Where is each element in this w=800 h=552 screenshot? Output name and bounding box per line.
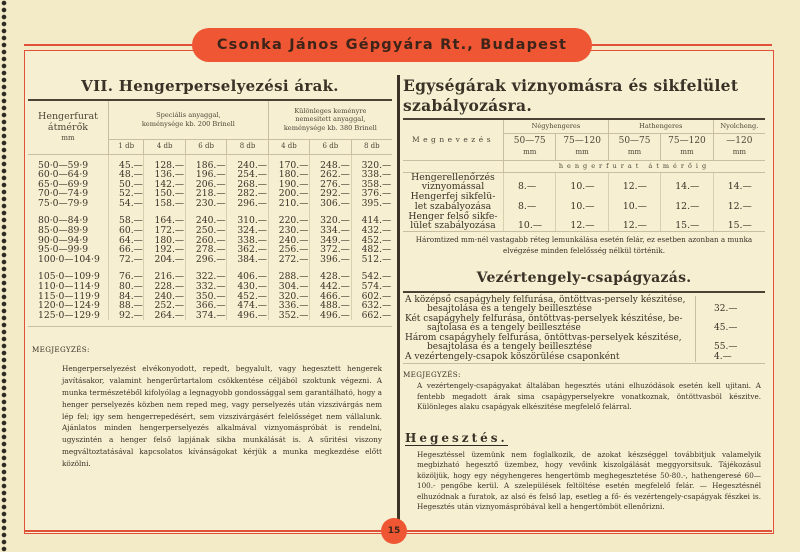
- bore-range-cell: 120·0—124·9: [38, 300, 100, 312]
- size-unit: mm: [575, 147, 589, 156]
- company-banner: Csonka János Gépgyára Rt., Budapest: [192, 28, 592, 62]
- service-name-cell: [403, 212, 504, 232]
- size-range: 50—75: [618, 136, 651, 146]
- notes-label: MEGJEGYZÉS:: [403, 370, 461, 380]
- list-bottom-rule: [403, 363, 765, 364]
- price-cell: 60.—: [109, 226, 144, 236]
- price-cell: 220.—: [268, 216, 309, 226]
- price-cell: 276.—: [310, 180, 351, 190]
- price-cell: 210.—: [268, 199, 309, 209]
- price-cell: 80.—: [109, 282, 144, 292]
- price-cell: 230.—: [268, 226, 309, 236]
- price-cell: 84.—: [109, 292, 144, 302]
- price-cell: 262.—: [310, 170, 351, 180]
- price-cell: 310.—: [227, 216, 268, 226]
- price-cell: 128.—: [144, 154, 185, 170]
- hardened-material-header: [268, 101, 392, 140]
- sleeving-price-table: [28, 101, 392, 321]
- price-cell: 362.—: [227, 245, 268, 255]
- column-divider: [397, 75, 400, 530]
- price-cell: 52.—: [109, 189, 144, 199]
- price-cell: 10.—: [556, 192, 608, 212]
- price-cell: 15.—: [713, 212, 765, 232]
- bore-range-cell: 110·0—114·9: [38, 281, 100, 293]
- bore-size-header: [661, 133, 713, 160]
- price-cell: 384.—: [227, 255, 268, 265]
- price-cell: 250.—: [185, 226, 226, 236]
- quantity-header: 4 db: [268, 139, 309, 154]
- price-cell: 338.—: [351, 170, 392, 180]
- service-name-cell: [403, 192, 504, 212]
- price-cell: 72.—: [109, 255, 144, 265]
- price-cell: 12.—: [608, 212, 660, 232]
- bore-size-header: [556, 133, 608, 160]
- table-row: [28, 311, 392, 321]
- price-cell: 366.—: [185, 301, 226, 311]
- price-cell: 240.—: [227, 154, 268, 170]
- item-price: 32.—: [695, 296, 765, 315]
- price-cell: 428.—: [310, 272, 351, 282]
- unit-row: hengerfurat átmérőig: [504, 160, 766, 172]
- price-cell: 602.—: [351, 292, 392, 302]
- item-price: 45.—: [695, 315, 765, 334]
- price-cell: 180.—: [144, 236, 185, 246]
- price-cell: 206.—: [185, 180, 226, 190]
- camshaft-notes-text: A vezértengely-csapágyakat általában hegesztés utáni elhuzódások esetén kell ujitani. A fentebb megadott árak sima csapágyperselyekre vonatkoznak, öntöttvasból készitve. Különleges alaku csapágyak elkészitése megfelelő felárral.: [417, 381, 761, 412]
- table-row: [28, 255, 392, 265]
- price-cell: 488.—: [310, 301, 351, 311]
- name-line: viznyomással: [421, 181, 485, 193]
- description-line: besajtolása és a tengely beillesztése: [427, 342, 592, 353]
- table-row: [403, 212, 765, 232]
- price-cell: 164.—: [144, 216, 185, 226]
- price-cell: 334.—: [310, 226, 351, 236]
- price-cell: 240.—: [268, 236, 309, 246]
- spiral-binding: [0, 0, 10, 552]
- price-cell: 8.—: [504, 192, 556, 212]
- price-cell: 320.—: [351, 154, 392, 170]
- price-cell: 352.—: [268, 311, 309, 321]
- item-price: 4.—: [695, 353, 765, 363]
- page-number: 15: [381, 518, 407, 544]
- welding-text: Hegesztéssel üzemünk nem foglalkozik, de azokat készséggel továbbitjuk valamelyik megbizható hegesztő üzembez, hogy vevőink kiszolgálását meggyorsitsuk. Tájékozásul közöljük, hogy egy négyhengeres hengertömb meghegesztetése 50-80.-, hathengeresé 60—100.- pengőbe kerül. A szelepülések feltöltése esetén megfelelő felár. — Hegesztésnél elhuzódnak a furatok, az alsó és felső lap, esetleg a fő- és vezértengely-csapágyak fészkei is. Hegesztés után viznyomáspróbával kell a hengertömböt ellenőrizni.: [417, 449, 761, 512]
- price-cell: 180.—: [268, 170, 309, 180]
- price-cell: 512.—: [351, 255, 392, 265]
- price-cell: 320.—: [268, 292, 309, 302]
- item-description: [403, 353, 695, 363]
- price-cell: 58.—: [109, 216, 144, 226]
- price-cell: 192.—: [144, 245, 185, 255]
- price-cell: 496.—: [310, 311, 351, 321]
- price-cell: 10.—: [556, 172, 608, 192]
- price-cell: 252.—: [144, 301, 185, 311]
- price-cell: 12.—: [556, 212, 608, 232]
- description-line: Két csapágyhely felfurása, öntöttvas-perselyek készitése, be-: [405, 313, 683, 324]
- right-panel: [403, 76, 765, 513]
- quantity-header: 1 db: [109, 139, 144, 154]
- list-item: [403, 353, 765, 363]
- quantity-header: 8 db: [351, 139, 392, 154]
- price-cell: 12.—: [608, 172, 660, 192]
- header-line: keménysége kb. 380 Brinell: [283, 123, 377, 132]
- section-title-camshaft: Vezértengely-csapágyazás.: [476, 270, 692, 287]
- price-cell: 190.—: [268, 180, 309, 190]
- price-cell: 632.—: [351, 301, 392, 311]
- list-item: [403, 296, 765, 315]
- price-cell: 15.—: [661, 212, 713, 232]
- price-cell: 240.—: [144, 292, 185, 302]
- price-cell: 432.—: [351, 226, 392, 236]
- table-row: [403, 192, 765, 212]
- price-cell: 338.—: [227, 236, 268, 246]
- price-cell: 296.—: [227, 199, 268, 209]
- list-item: [403, 334, 765, 353]
- item-description: [403, 334, 695, 353]
- price-cell: 442.—: [310, 282, 351, 292]
- price-cell: 172.—: [144, 226, 185, 236]
- notes-text: Hengerperselyezést elvékonyodott, repedt, begyalult, vagy hegesztett hengerek javításakor, valamint hengerűrtartalom csökkentése céljából szoktunk végezni. A munka természetéből kifolyólag a legnagyobb gondossággal sem garantálható, hogy a henger perselyezés közben nem reped meg, vagy perselyezés után vizszivárgás nem lép fel; igy sem hengerrepedésért, sem vizszivárgásért felelősséget nem vállalunk. Ajánlatos minden hengerperselyezés alkalmával viznyomáspróbát is rendelni, ugyszintén a henger felső lapjának sikba munkálását is. A sűritési viszony megváltoztatásával kapcsolatos kívánságokat kérjük a munka megkezdése előtt közölni.: [62, 364, 382, 468]
- price-cell: 349.—: [310, 236, 351, 246]
- price-cell: 272.—: [268, 255, 309, 265]
- size-range: 75—120: [563, 136, 601, 146]
- bore-range-cell: 85·0—89·9: [38, 225, 89, 237]
- quantity-header: 6 db: [310, 139, 351, 154]
- price-cell: 88.—: [109, 301, 144, 311]
- header-line: átmérők: [47, 121, 89, 133]
- footer-rule-right: [406, 530, 772, 532]
- section-title-unit-prices: Egységárak viznyomásra és sikfelület szabályozásra.: [403, 76, 739, 115]
- price-cell: 8.—: [504, 172, 556, 192]
- table-row: [28, 154, 392, 170]
- bore-range-cell: 50·0—59·9: [38, 159, 89, 171]
- price-cell: 230.—: [185, 199, 226, 209]
- group-header: Nyolcheng.: [713, 120, 765, 134]
- size-unit: mm: [627, 147, 642, 156]
- price-cell: 395.—: [351, 199, 392, 209]
- bore-range-cell: 65·0—69·9: [38, 178, 89, 190]
- price-cell: 288.—: [268, 272, 309, 282]
- bore-range-cell: 60·0—64·9: [38, 169, 89, 181]
- banner-rule-right: [590, 44, 772, 46]
- price-cell: 336.—: [268, 301, 309, 311]
- size-unit: mm: [523, 147, 537, 156]
- price-cell: 358.—: [351, 180, 392, 190]
- price-cell: 216.—: [144, 272, 185, 282]
- service-name-cell: [403, 172, 504, 192]
- bore-range-cell: 80·0—84·9: [38, 215, 89, 227]
- header-line: Speciális anyaggal,: [156, 111, 221, 119]
- quantity-header: 6 db: [185, 139, 226, 154]
- bore-range-cell: 75·0—79·9: [38, 197, 89, 209]
- bore-size-header: [713, 133, 765, 160]
- price-cell: 200.—: [268, 189, 309, 199]
- price-cell: 92.—: [109, 311, 144, 321]
- pressure-test-price-table: [403, 120, 765, 232]
- price-cell: 574.—: [351, 282, 392, 292]
- bore-diameter-header: [28, 101, 109, 155]
- price-cell: 260.—: [185, 236, 226, 246]
- table-row: [403, 172, 765, 192]
- price-cell: 186.—: [185, 154, 226, 170]
- price-cell: 170.—: [268, 154, 309, 170]
- header-line: nemesitett anyaggal,: [295, 115, 366, 124]
- size-range: 50—75: [513, 136, 546, 146]
- header-line: Különleges keményre: [294, 106, 367, 115]
- price-cell: 12.—: [661, 192, 713, 212]
- price-cell: 264.—: [144, 311, 185, 321]
- price-cell: 254.—: [227, 170, 268, 180]
- price-cell: 76.—: [109, 272, 144, 282]
- price-cell: 158.—: [144, 199, 185, 209]
- price-cell: 292.—: [310, 189, 351, 199]
- special-material-header: [109, 101, 269, 140]
- price-cell: 248.—: [310, 154, 351, 170]
- price-cell: 48.—: [109, 170, 144, 180]
- price-cell: 14.—: [661, 172, 713, 192]
- quantity-header: 4 db: [144, 139, 185, 154]
- price-cell: 256.—: [268, 245, 309, 255]
- header-line: Hengerfurat: [38, 110, 98, 122]
- price-cell: 10.—: [608, 192, 660, 212]
- price-cell: 396.—: [310, 255, 351, 265]
- price-cell: 372.—: [310, 245, 351, 255]
- price-cell: 332.—: [185, 282, 226, 292]
- left-panel: [28, 76, 392, 470]
- banner-rule-left: [24, 44, 194, 46]
- price-cell: 304.—: [268, 282, 309, 292]
- name-line: lület szabályozása: [410, 220, 496, 232]
- description-line: sajtolasa és a tengely beillesztése: [427, 323, 581, 334]
- section-title-welding: Hegesztés.: [405, 430, 508, 445]
- size-range: —120: [726, 136, 753, 146]
- price-cell: 376.—: [351, 189, 392, 199]
- header-line: mm: [61, 133, 75, 142]
- quantity-header: 8 db: [227, 139, 268, 154]
- price-cell: 296.—: [185, 255, 226, 265]
- price-cell: 482.—: [351, 245, 392, 255]
- price-cell: 282.—: [227, 189, 268, 199]
- bore-range-cell: 100·0—104·9: [38, 253, 100, 265]
- notes-label: MEGJEGYZÉS:: [32, 345, 90, 355]
- price-cell: 218.—: [185, 189, 226, 199]
- size-unit: mm: [732, 147, 746, 156]
- section-title-cylinder-sleeving: VII. Hengerperselyezési árak.: [81, 77, 339, 95]
- name-line: let szabályozása: [414, 200, 492, 212]
- bore-range-cell: 90·0—94·9: [38, 234, 89, 246]
- item-price: 55.—: [695, 334, 765, 353]
- group-header: Négyhengeres: [504, 120, 609, 134]
- size-range: 75—120: [668, 136, 706, 146]
- price-cell: 320.—: [310, 216, 351, 226]
- price-cell: 196.—: [185, 170, 226, 180]
- camshaft-price-list: [403, 293, 765, 363]
- price-cell: 414.—: [351, 216, 392, 226]
- price-cell: 406.—: [227, 272, 268, 282]
- price-cell: 278.—: [185, 245, 226, 255]
- list-item: [403, 315, 765, 334]
- item-description: [403, 315, 695, 334]
- price-cell: 50.—: [109, 180, 144, 190]
- size-unit: mm: [680, 147, 694, 156]
- name-line: Hengerellenőrzés: [411, 171, 495, 183]
- price-cell: 150.—: [144, 189, 185, 199]
- price-cell: 228.—: [144, 282, 185, 292]
- group-header: Hathengeres: [608, 120, 713, 134]
- price-cell: 430.—: [227, 282, 268, 292]
- price-cell: 324.—: [227, 226, 268, 236]
- price-cell: 542.—: [351, 272, 392, 282]
- price-cell: 142.—: [144, 180, 185, 190]
- price-cell: 12.—: [713, 192, 765, 212]
- description-line: A középső csapágyhely felfurása, öntöttvas-persely készitése,: [405, 294, 686, 305]
- bore-range-cell: 95·0—99·9: [38, 244, 89, 256]
- price-cell: 466.—: [310, 292, 351, 302]
- price-cell: 64.—: [109, 236, 144, 246]
- table-footnote: Háromtized mm-nél vastagabb réteg lemunkálása esetén felár, ez esetben azonban a munka elvégzése minden felelősség nélkül történik.: [415, 235, 753, 256]
- price-cell: 452.—: [227, 292, 268, 302]
- name-line: Henger felső sikfe-: [408, 210, 498, 222]
- bore-range-cell: 70·0—74·9: [38, 188, 89, 200]
- spacer: [403, 160, 504, 172]
- price-cell: 14.—: [713, 172, 765, 192]
- bore-range-cell: 105·0—109·9: [38, 271, 100, 283]
- price-cell: 322.—: [185, 272, 226, 282]
- price-cell: 66.—: [109, 245, 144, 255]
- price-cell: 136.—: [144, 170, 185, 180]
- price-cell: 10.—: [504, 212, 556, 232]
- bore-size-header: [504, 133, 556, 160]
- price-cell: 204.—: [144, 255, 185, 265]
- price-cell: 496.—: [227, 311, 268, 321]
- bore-range-cell: 125·0—129·9: [38, 309, 100, 321]
- name-header: Megnevezés: [411, 135, 495, 144]
- bore-range-cell: 115·0—119·9: [38, 290, 100, 302]
- footer-rule-left: [24, 530, 382, 532]
- description-line: Három csapágyhely felfurása, öntöttvas-perselyek készitése,: [405, 332, 682, 343]
- table-bottom-rule: [403, 231, 765, 232]
- bore-size-header: [608, 133, 660, 160]
- price-cell: 54.—: [109, 199, 144, 209]
- table-row: [28, 199, 392, 209]
- price-cell: 474.—: [227, 301, 268, 311]
- price-cell: 268.—: [227, 180, 268, 190]
- item-description: [403, 296, 695, 315]
- price-cell: 662.—: [351, 311, 392, 321]
- price-cell: 45.—: [109, 154, 144, 170]
- description-line: besajtolása és a tengely beillesztése: [427, 304, 592, 315]
- price-cell: 306.—: [310, 199, 351, 209]
- header-line: keménysége kb. 200 Brinell: [141, 119, 235, 128]
- description-line: A vezértengely-csapok köszörülése csaponként: [405, 351, 620, 362]
- name-line: Hengerfej sikfelü-: [410, 191, 496, 203]
- price-cell: 374.—: [185, 311, 226, 321]
- price-cell: 350.—: [185, 292, 226, 302]
- price-cell: 240.—: [185, 216, 226, 226]
- price-cell: 452.—: [351, 236, 392, 246]
